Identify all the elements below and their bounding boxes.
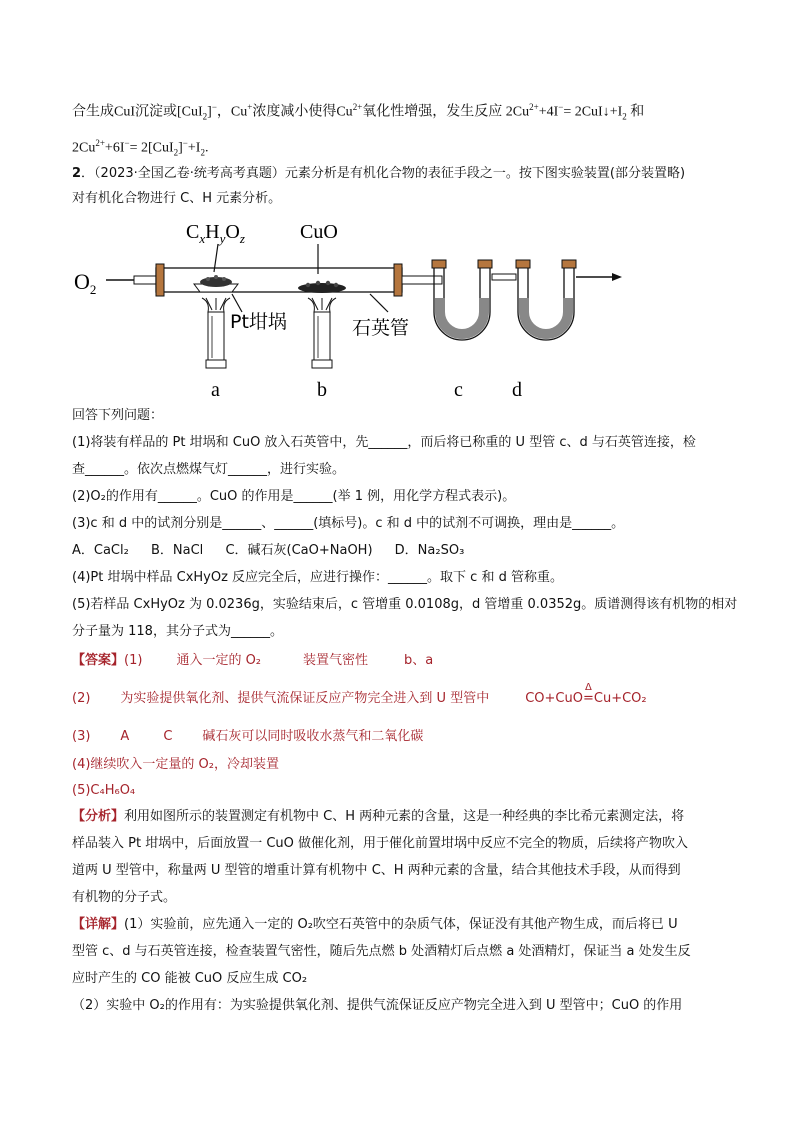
right-stopper (394, 264, 402, 296)
intro-text-2b: +6I (104, 140, 125, 156)
delta-symbol: Δ (585, 682, 592, 693)
answer-line-5: (5)C₄H₆O₄ (72, 783, 136, 798)
delta-equals (582, 682, 594, 708)
q3-options (72, 542, 482, 560)
inlet-tube (134, 276, 158, 284)
cuo-label: CuO (300, 221, 338, 243)
question-stem-2: 对有机化合物进行 C、H 元素分析。 (72, 191, 282, 206)
q4: (4)Pt 坩埚中样品 CxHyOz 反应完全后，应进行操作：______。取下 c 和 d 管称重。 (72, 570, 563, 585)
outlet-arrowhead (612, 273, 622, 281)
intro-text-1f: +4I (538, 104, 559, 120)
analysis-tag: 【分析】 (72, 809, 125, 824)
label-a: a (211, 379, 220, 401)
analysis-line-4: 有机物的分子式。 (72, 890, 177, 905)
answer-3-part1: A (120, 729, 130, 744)
analysis-line-1 (72, 808, 684, 826)
q3: (3)c 和 d 中的试剂分别是______、______(填标号)。c 和 d 中的试剂不可调换，理由是______。 (72, 516, 625, 531)
intro-text-1a: 合生成CuI沉淀或[CuI (72, 104, 203, 120)
pt-label: Pt坩埚 (230, 311, 287, 333)
q2: (2)O₂的作用有______。CuO 的作用是______(举 1 例，用化学方程式表示)。 (72, 489, 516, 504)
label-c: c (454, 379, 463, 401)
intro-text-1g: = 2CuI↓+I (563, 104, 623, 120)
equals-sign: = (582, 691, 594, 706)
burner-a (202, 298, 230, 368)
burner-b (308, 298, 336, 368)
quartz-label: 石英管 (352, 317, 410, 339)
answer-1-num: (1) (124, 653, 143, 668)
o2-text: O (74, 269, 90, 294)
detail-line-4: （2）实验中 O₂的作用有：为实验提供氧化剂、提供气流保证反应产物完全进入到 U 型管中；CuO 的作用 (72, 998, 683, 1013)
intro-text-1e: 氧化性增强，发生反应 2Cu (362, 104, 530, 120)
option-c: C．碱石灰(CaO+NaOH) (225, 543, 373, 558)
quartz-pointer (370, 294, 388, 312)
pt-pointer (232, 294, 242, 312)
answer-2-num: (2) (72, 691, 91, 706)
answer-line-4: (4)继续吹入一定量的 O₂，冷却装置 (72, 757, 279, 772)
intro-line-2: $2Cu^{2+}+6I^-= 2[CuI_2]^-+I_2$. (72, 138, 209, 158)
detail-text-1: (1）实验前，应先通入一定的 O₂吹空石英管中的杂质气体，保证没有其他产物生成，而后将已 U (124, 917, 678, 932)
sample-c: C (186, 221, 200, 243)
sample-formula (186, 221, 245, 246)
question-number: 2 (72, 166, 82, 181)
question-stem-text: 元素分析是有机化合物的表征手段之一。按下图实验装置(部分装置略) (284, 166, 686, 181)
detail-tag: 【详解】 (72, 917, 125, 932)
option-b: B．NaCl (150, 543, 204, 558)
answer-3-part2: C (163, 729, 173, 744)
answer-2-eq-right: Cu+CO₂ (593, 691, 647, 706)
u-tube-c (432, 260, 492, 340)
sample-x: x (199, 231, 206, 246)
answer-2-eq-left: CO+CuO (525, 691, 583, 706)
detail-line-3: 应时产生的 CO 能被 CuO 反应生成 CO₂ (72, 971, 308, 986)
answer-line-2 (72, 682, 647, 708)
intro-text-1d: 浓度减小使得Cu (252, 104, 353, 120)
sample-y: y (219, 231, 226, 246)
q1-line-1: (1)将装有样品的 Pt 坩埚和 CuO 放入石英管中，先______，而后将已称重的 U 型管 c、d 与石英管连接，检 (72, 435, 696, 450)
quartz-tube (156, 268, 402, 292)
answer-1-part1: 通入一定的 O₂ (176, 653, 262, 668)
intro-line-1: 合生成CuI沉淀或[CuI$_2$]−，Cu+浓度减小使得$Cu^{2+}$氧化性增强，发生反应 $2Cu^{2+}+4I^-=$ $2CuI↓+I_2$ 和 (72, 102, 645, 122)
apparatus-diagram (72, 212, 652, 402)
intro-text-1b: ] (207, 104, 212, 120)
answer-line-3 (72, 728, 423, 746)
answer-3-num: (3) (72, 729, 91, 744)
u-tube-d (516, 260, 576, 340)
analysis-line-3: 道两 U 型管中，称量两 U 型管的增重计算有机物中 C、H 两种元素的含量，结合其他技术手段，从而得到 (72, 863, 681, 878)
analysis-text-1: 利用如图所示的装置测定有机物中 C、H 两种元素的含量，这是一种经典的李比希元素测定法，将 (124, 809, 685, 824)
answer-2-part1: 为实验提供氧化剂、提供气流保证反应产物完全进入到 U 型管中 (120, 691, 490, 706)
q5-line-1: (5)若样品 CxHyOz 为 0.0236g，实验结束后，c 管增重 0.0108g，d 管增重 0.0352g。质谱测得该有机物的相对 (72, 597, 738, 612)
prompt: 回答下列问题： (72, 408, 164, 423)
intro-text-2c: = 2[CuI (129, 140, 174, 156)
q5-line-2: 分子量为 118，其分子式为______。 (72, 624, 283, 639)
detail-line-1 (72, 916, 678, 934)
answer-3-part3: 碱石灰可以同时吸收水蒸气和二氧化碳 (202, 729, 424, 744)
detail-line-2: 型管 c、d 与石英管连接，检查装置气密性，随后先点燃 b 处酒精灯后点燃 a 处酒精灯，保证当 a 处发生反 (72, 944, 691, 959)
question-stem-1 (72, 165, 685, 183)
intro-text-2e: +I (187, 140, 201, 156)
sample-z: z (239, 231, 245, 246)
outlet-tube (402, 276, 442, 284)
option-a: A．CaCl₂ (72, 543, 129, 558)
sample-o: O (225, 221, 240, 243)
o2-label: $O_2$ (74, 269, 97, 297)
question-source: ．（2023·全国乙卷·统考高考真题） (81, 166, 285, 181)
connector-cd (492, 274, 516, 280)
answer-tag: 【答案】 (72, 653, 125, 668)
answer-1-part3: b、a (404, 653, 434, 668)
answer-line-1 (72, 652, 433, 670)
q1-line-2: 查______。依次点燃煤气灯______，进行实验。 (72, 462, 346, 477)
answer-1-part2: 装置气密性 (303, 653, 369, 668)
analysis-line-2: 样品装入 Pt 坩埚中，后面放置一 CuO 做催化剂，用于催化前置坩埚中反应不完全的物质，后续将产物吹入 (72, 836, 689, 851)
intro-text-2d: ] (178, 140, 183, 156)
intro-text-2a: 2Cu (72, 140, 96, 156)
sample-h: H (205, 221, 220, 243)
option-d: D．Na₂SO₃ (394, 543, 465, 558)
left-stopper (156, 264, 164, 296)
label-b: b (317, 379, 327, 401)
intro-text-1c: ，Cu (216, 104, 248, 120)
label-d: d (512, 379, 522, 401)
intro-text-1h: 和 (626, 104, 645, 120)
intro-text-2f: . (204, 140, 209, 156)
